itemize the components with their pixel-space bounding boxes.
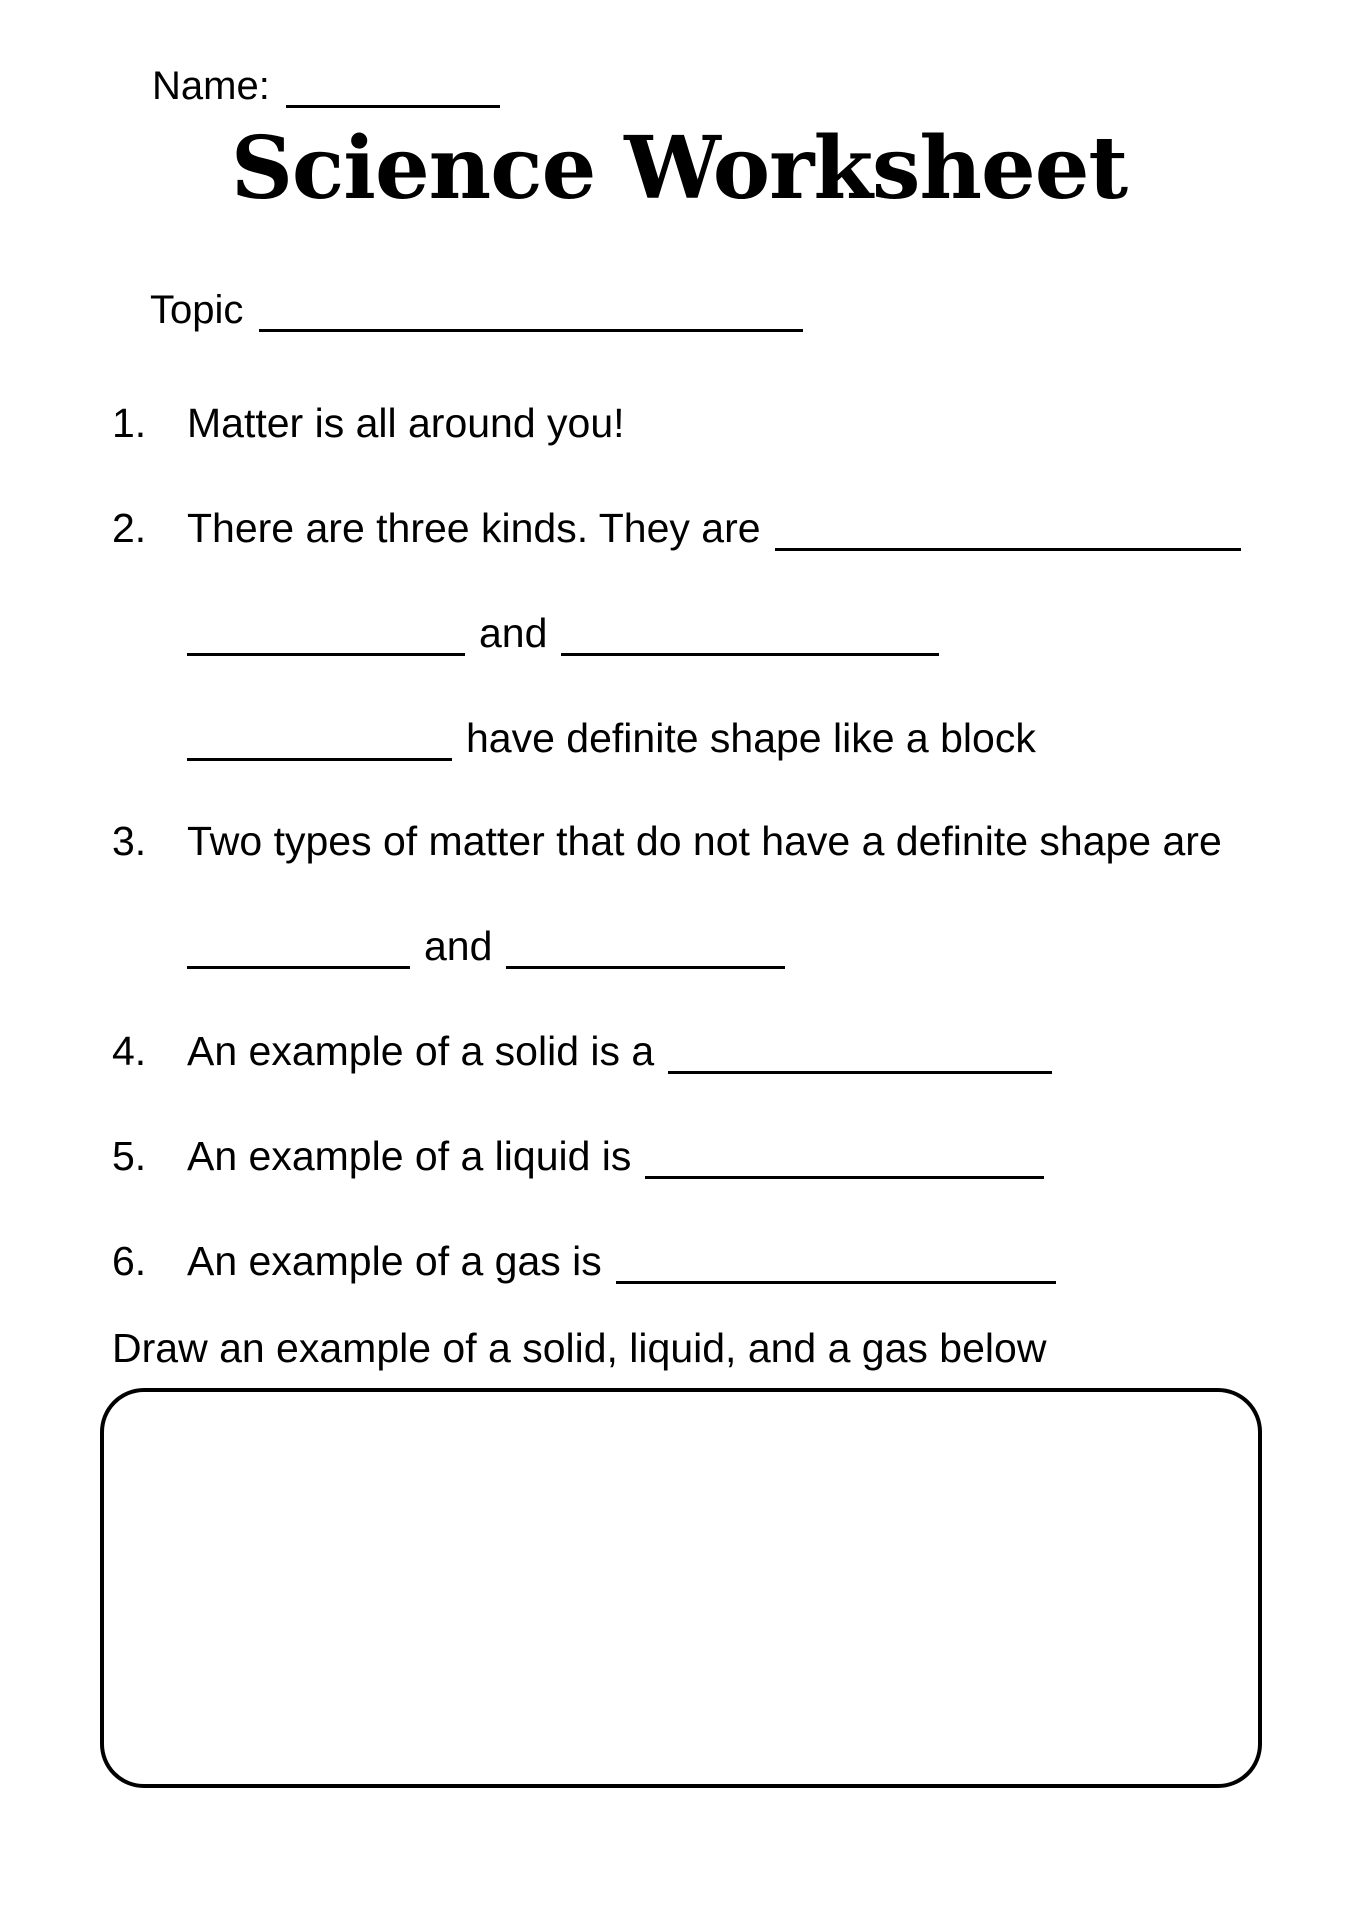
question-6-text-1: An example of a gas is <box>187 1238 602 1284</box>
question-5-text-1: An example of a liquid is <box>187 1133 632 1179</box>
question-6-line-1 <box>112 1238 1292 1282</box>
drawing-box[interactable] <box>100 1388 1262 1788</box>
name-row <box>152 62 500 109</box>
question-2-line-3 <box>112 715 1292 759</box>
topic-row <box>150 286 803 333</box>
question-4-blank-2[interactable] <box>668 1037 1052 1074</box>
question-2-blank-1[interactable] <box>187 619 465 656</box>
question-1-text-1: Matter is all around you! <box>187 400 625 446</box>
question-2-number: 2. <box>112 505 147 551</box>
question-4-line-1 <box>112 1028 1292 1072</box>
question-1-number: 1. <box>112 400 147 446</box>
question-3-text-1: Two types of matter that do not have a definite shape are <box>187 818 1222 864</box>
question-2-text-1: There are three kinds. They are <box>187 505 761 551</box>
name-label: Name: <box>152 64 270 108</box>
topic-blank-line[interactable] <box>259 295 803 332</box>
question-3-line-2 <box>112 923 1292 967</box>
question-2-text-2: have definite shape like a block <box>466 715 1036 761</box>
question-6-number: 6. <box>112 1238 147 1284</box>
topic-label: Topic <box>150 288 244 332</box>
name-blank-line[interactable] <box>286 71 500 108</box>
question-3-line-1 <box>112 820 1292 862</box>
question-2-blank-3[interactable] <box>561 619 939 656</box>
question-1-line-1 <box>112 402 1292 444</box>
question-3-number: 3. <box>112 818 147 864</box>
question-2-text-2: and <box>479 610 548 656</box>
question-2-blank-2[interactable] <box>775 514 1241 551</box>
question-2-line-1 <box>112 505 1292 549</box>
question-3-blank-1[interactable] <box>187 932 410 969</box>
question-2-line-2 <box>112 610 1292 654</box>
question-list <box>112 402 1292 1343</box>
question-4-text-1: An example of a solid is a <box>187 1028 655 1074</box>
question-3-text-2: and <box>424 923 493 969</box>
question-4-number: 4. <box>112 1028 147 1074</box>
question-2-blank-1[interactable] <box>187 724 452 761</box>
question-6-blank-2[interactable] <box>616 1247 1056 1284</box>
question-5-blank-2[interactable] <box>645 1142 1044 1179</box>
question-3-blank-3[interactable] <box>506 932 785 969</box>
question-5-line-1 <box>112 1133 1292 1177</box>
question-5-number: 5. <box>112 1133 147 1179</box>
draw-instruction: Draw an example of a solid, liquid, and a gas below <box>112 1325 1047 1371</box>
page-title: Science Worksheet <box>230 118 1128 219</box>
